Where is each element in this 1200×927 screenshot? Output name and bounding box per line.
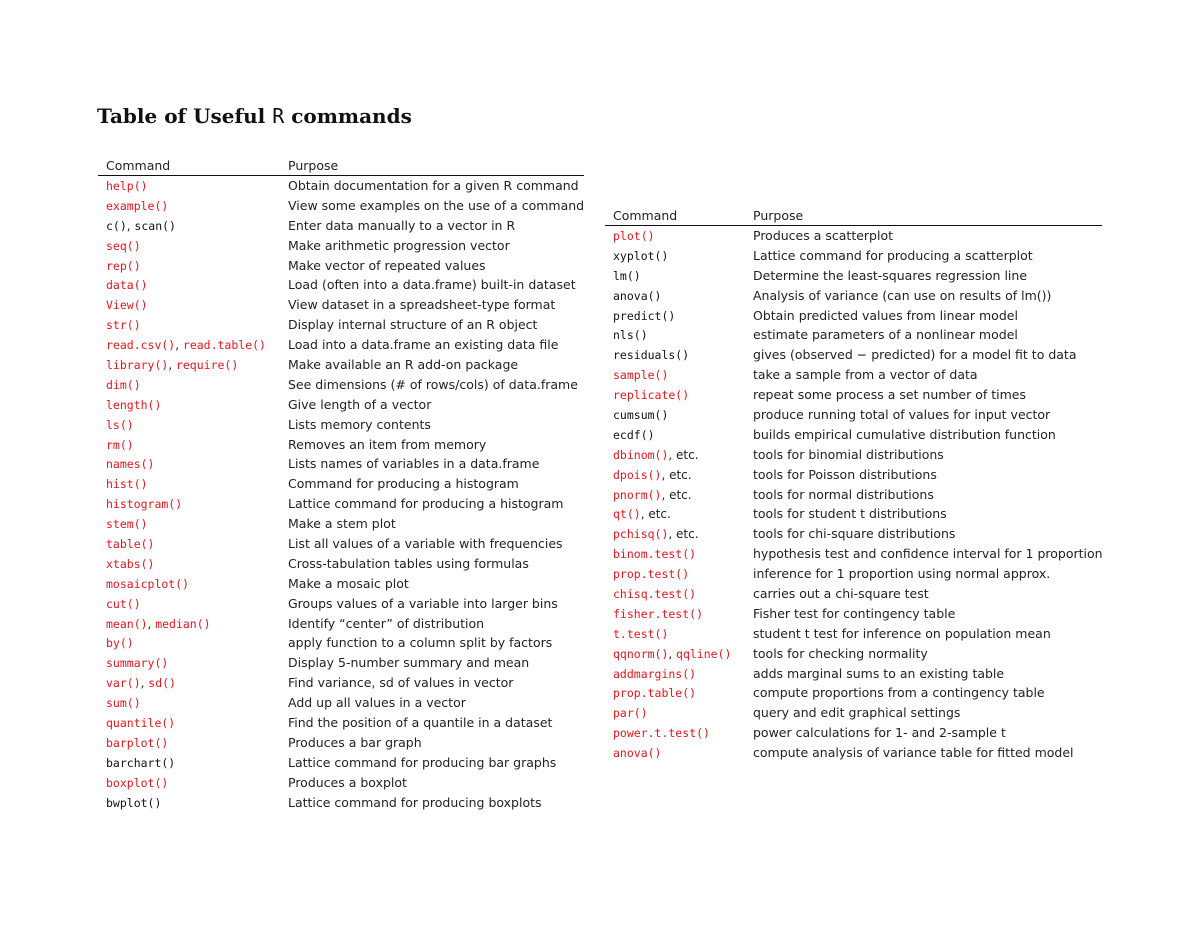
command-cell xyxy=(605,743,753,763)
command-cell xyxy=(98,454,288,474)
command-name: hist() xyxy=(106,477,148,492)
command-name: anova() xyxy=(613,288,662,303)
table-row xyxy=(98,355,584,375)
purpose-cell: hypothesis test and confidence interval for 1 proportion xyxy=(753,546,1103,562)
table-row xyxy=(605,425,1102,445)
table-row xyxy=(98,275,584,295)
command-cell xyxy=(605,683,753,703)
command-cell xyxy=(98,594,288,614)
purpose-cell: Add up all values in a vector xyxy=(288,695,466,711)
purpose-cell: power calculations for 1- and 2-sample t xyxy=(753,725,1006,741)
command-cell xyxy=(605,564,753,584)
command-name: ls() xyxy=(106,417,134,432)
table-row xyxy=(605,445,1102,465)
command-cell xyxy=(605,325,753,345)
table-row xyxy=(98,216,584,236)
purpose-cell: gives (observed − predicted) for a model fit to data xyxy=(753,347,1077,363)
table-row xyxy=(605,524,1102,544)
table-row xyxy=(98,514,584,534)
purpose-cell: Display 5-number summary and mean xyxy=(288,655,530,671)
purpose-cell: Cross-tabulation tables using formulas xyxy=(288,555,529,571)
table-row xyxy=(98,614,584,634)
command-name: par() xyxy=(613,706,648,721)
command-name: var() xyxy=(106,676,141,691)
command-cell xyxy=(98,196,288,216)
command-cell xyxy=(98,554,288,574)
command-cell xyxy=(605,723,753,743)
command-cell xyxy=(605,385,753,405)
command-name: example() xyxy=(106,198,169,213)
table-row xyxy=(605,385,1102,405)
page-title xyxy=(97,104,412,128)
command-cell xyxy=(98,395,288,415)
purpose-cell: Lattice command for producing a scatterplot xyxy=(753,247,1033,263)
header-command: Command xyxy=(106,158,171,173)
command-cell xyxy=(98,693,288,713)
purpose-cell: Load (often into a data.frame) built-in dataset xyxy=(288,277,576,293)
purpose-cell: Lattice command for producing bar graphs xyxy=(288,754,557,770)
command-name: t.test() xyxy=(613,626,669,641)
command-name: residuals() xyxy=(613,348,690,363)
command-cell xyxy=(605,624,753,644)
command-name: pnorm() xyxy=(613,487,662,502)
command-cell xyxy=(605,306,753,326)
table-row xyxy=(605,306,1102,326)
purpose-cell: Determine the least-squares regression line xyxy=(753,267,1028,283)
command-name: by() xyxy=(106,636,134,651)
command-cell xyxy=(605,465,753,485)
table-row xyxy=(98,554,584,574)
purpose-cell: query and edit graphical settings xyxy=(753,705,961,721)
command-name: mosaicplot() xyxy=(106,576,190,591)
command-name: bwplot() xyxy=(106,795,162,810)
command-suffix: , etc. xyxy=(661,487,692,502)
command-name: replicate() xyxy=(613,388,690,403)
command-cell xyxy=(605,703,753,723)
table-row xyxy=(98,713,584,733)
command-name: chisq.test() xyxy=(613,587,697,602)
command-name: length() xyxy=(106,397,162,412)
command-cell xyxy=(98,494,288,514)
command-cell xyxy=(98,614,288,634)
command-cell xyxy=(98,335,288,355)
table-row xyxy=(98,435,584,455)
command-name: prop.test() xyxy=(613,567,690,582)
command-cell xyxy=(98,733,288,753)
purpose-cell: Produces a bar graph xyxy=(288,734,422,750)
purpose-cell: tools for normal distributions xyxy=(753,486,934,502)
command-name: names() xyxy=(106,457,155,472)
purpose-cell: Lists names of variables in a data.frame xyxy=(288,456,540,472)
purpose-cell: Produces a scatterplot xyxy=(753,228,894,243)
command-cell xyxy=(605,345,753,365)
table-row xyxy=(98,693,584,713)
purpose-cell: Lists memory contents xyxy=(288,416,431,432)
table-row xyxy=(98,236,584,256)
command-name: str() xyxy=(106,318,141,333)
table-row xyxy=(98,633,584,653)
command-cell xyxy=(98,673,288,693)
table-row xyxy=(605,584,1102,604)
purpose-cell: tools for checking normality xyxy=(753,645,928,661)
command-name: prop.table() xyxy=(613,686,697,701)
table-row xyxy=(605,723,1102,743)
purpose-cell: View dataset in a spreadsheet-type format xyxy=(288,297,556,313)
purpose-cell: adds marginal sums to an existing table xyxy=(753,665,1005,681)
command-name: View() xyxy=(106,298,148,313)
command-name: xtabs() xyxy=(106,556,155,571)
table-row xyxy=(98,594,584,614)
table-row xyxy=(98,793,584,813)
purpose-cell: compute analysis of variance table for fitted model xyxy=(753,745,1074,761)
table-row xyxy=(98,534,584,554)
command-cell xyxy=(605,226,753,246)
purpose-cell: Find the position of a quantile in a dataset xyxy=(288,715,553,731)
table-row xyxy=(98,454,584,474)
command-name: table() xyxy=(106,537,155,552)
command-name: library() xyxy=(106,358,169,373)
table-row xyxy=(605,345,1102,365)
command-cell xyxy=(605,644,753,664)
command-cell xyxy=(98,435,288,455)
purpose-cell: Make vector of repeated values xyxy=(288,257,486,273)
command-cell xyxy=(605,544,753,564)
purpose-cell: Lattice command for producing a histogram xyxy=(288,496,564,512)
table-row xyxy=(605,325,1102,345)
table-header xyxy=(605,207,1102,226)
command-cell xyxy=(98,793,288,813)
header-purpose: Purpose xyxy=(753,208,804,223)
command-name: rm() xyxy=(106,437,134,452)
command-cell xyxy=(98,474,288,494)
table-row xyxy=(98,315,584,335)
command-cell xyxy=(98,415,288,435)
right-command-table xyxy=(605,207,1102,763)
table-row xyxy=(605,485,1102,505)
command-cell xyxy=(98,534,288,554)
purpose-cell: Give length of a vector xyxy=(288,396,432,412)
table-header xyxy=(98,157,584,176)
command-separator: , xyxy=(168,358,176,373)
purpose-cell: tools for chi-square distributions xyxy=(753,526,956,542)
table-row xyxy=(605,743,1102,763)
table-row xyxy=(98,673,584,693)
table-row xyxy=(98,375,584,395)
purpose-cell: Analysis of variance (can use on results of lm()) xyxy=(753,287,1052,303)
command-name: seq() xyxy=(106,238,141,253)
command-name: read.csv() xyxy=(106,338,176,353)
table-row xyxy=(605,286,1102,306)
command-suffix: , etc. xyxy=(661,467,692,482)
purpose-cell: List all values of a variable with frequencies xyxy=(288,536,563,552)
purpose-cell: Load into a data.frame an existing data file xyxy=(288,337,559,353)
command-name: cumsum() xyxy=(613,408,669,423)
command-suffix: , etc. xyxy=(668,527,699,542)
table-row xyxy=(605,544,1102,564)
command-name: qqline() xyxy=(676,646,732,661)
command-separator: , xyxy=(126,218,135,233)
command-cell xyxy=(605,425,753,445)
purpose-cell: Obtain documentation for a given R command xyxy=(288,178,579,193)
table-row xyxy=(605,504,1102,524)
purpose-cell: Groups values of a variable into larger bins xyxy=(288,595,558,611)
command-name: barchart() xyxy=(106,755,176,770)
command-name: boxplot() xyxy=(106,775,169,790)
title-r: R xyxy=(272,104,285,128)
table-row xyxy=(98,295,584,315)
purpose-cell: Identify “center” of distribution xyxy=(288,615,485,631)
command-suffix: , etc. xyxy=(668,447,699,462)
purpose-cell: builds empirical cumulative distribution function xyxy=(753,426,1056,442)
command-name: help() xyxy=(106,179,148,193)
purpose-cell: Fisher test for contingency table xyxy=(753,605,956,621)
command-cell xyxy=(98,773,288,793)
table-row xyxy=(98,474,584,494)
command-cell xyxy=(98,315,288,335)
table-row xyxy=(98,653,584,673)
command-name: predict() xyxy=(613,308,676,323)
command-name: data() xyxy=(106,278,148,293)
purpose-cell: Make available an R add-on package xyxy=(288,357,519,373)
purpose-cell: Lattice command for producing boxplots xyxy=(288,794,542,810)
command-name: barplot() xyxy=(106,735,169,750)
command-cell xyxy=(605,664,753,684)
command-cell xyxy=(605,524,753,544)
command-name: summary() xyxy=(106,656,169,671)
command-name: xyplot() xyxy=(613,248,669,263)
command-name: sum() xyxy=(106,696,141,711)
command-suffix: , etc. xyxy=(640,507,671,522)
command-cell xyxy=(605,485,753,505)
header-command: Command xyxy=(613,208,678,223)
purpose-cell: student t test for inference on population mean xyxy=(753,625,1051,641)
command-cell xyxy=(605,286,753,306)
purpose-cell: Enter data manually to a vector in R xyxy=(288,217,516,233)
purpose-cell: View some examples on the use of a command xyxy=(288,197,585,213)
command-name: mean() xyxy=(106,616,148,631)
command-cell xyxy=(605,504,753,524)
table-row xyxy=(605,246,1102,266)
table-row xyxy=(98,196,584,216)
purpose-cell: See dimensions (# of rows/cols) of data.frame xyxy=(288,376,578,392)
left-command-table xyxy=(98,157,584,813)
command-name: quantile() xyxy=(106,716,176,731)
table-row xyxy=(98,256,584,276)
purpose-cell: compute proportions from a contingency table xyxy=(753,685,1045,701)
command-cell xyxy=(98,375,288,395)
table-row xyxy=(98,395,584,415)
purpose-cell: take a sample from a vector of data xyxy=(753,367,978,383)
table-row xyxy=(98,773,584,793)
command-name: ecdf() xyxy=(613,427,655,442)
command-cell xyxy=(98,514,288,534)
table-row xyxy=(605,405,1102,425)
command-name: cut() xyxy=(106,596,141,611)
command-name: rep() xyxy=(106,258,141,273)
command-name: require() xyxy=(175,358,239,373)
command-cell xyxy=(605,584,753,604)
table-row xyxy=(98,335,584,355)
command-name: nls() xyxy=(613,328,648,343)
command-name: lm() xyxy=(613,268,641,283)
command-name: histogram() xyxy=(106,497,183,512)
command-name: sd() xyxy=(148,676,176,691)
command-name: dbinom() xyxy=(613,447,669,462)
command-cell xyxy=(605,246,753,266)
command-cell xyxy=(605,604,753,624)
table-row xyxy=(605,644,1102,664)
command-separator: , xyxy=(668,646,677,661)
title-suffix: commands xyxy=(284,104,412,128)
command-cell xyxy=(98,256,288,276)
command-cell xyxy=(98,355,288,375)
command-name: sample() xyxy=(613,368,669,383)
purpose-cell: Make a stem plot xyxy=(288,516,396,532)
table-row xyxy=(605,703,1102,723)
command-name: plot() xyxy=(613,229,655,243)
table-row xyxy=(98,574,584,594)
table-body xyxy=(98,176,584,813)
command-separator: , xyxy=(147,616,156,631)
table-row xyxy=(605,664,1102,684)
table-row xyxy=(605,564,1102,584)
table-row xyxy=(98,176,584,196)
title-prefix: Table of Useful xyxy=(97,104,273,128)
table-row xyxy=(605,683,1102,703)
command-cell xyxy=(98,574,288,594)
command-cell xyxy=(98,236,288,256)
purpose-cell: tools for binomial distributions xyxy=(753,446,944,462)
table-body xyxy=(605,226,1102,763)
command-cell xyxy=(605,365,753,385)
command-cell xyxy=(605,405,753,425)
command-cell xyxy=(98,295,288,315)
command-cell xyxy=(98,275,288,295)
command-name: power.t.test() xyxy=(613,726,710,741)
purpose-cell: Obtain predicted values from linear model xyxy=(753,307,1018,323)
table-row xyxy=(98,494,584,514)
command-name: read.table() xyxy=(182,338,266,353)
purpose-cell: Find variance, sd of values in vector xyxy=(288,675,514,691)
command-cell xyxy=(605,266,753,286)
command-name: qt() xyxy=(613,507,641,522)
command-name: pchisq() xyxy=(613,527,669,542)
command-cell xyxy=(98,633,288,653)
purpose-cell: produce running total of values for input vector xyxy=(753,407,1051,423)
table-row xyxy=(605,465,1102,485)
purpose-cell: Produces a boxplot xyxy=(288,774,407,790)
table-row xyxy=(605,266,1102,286)
table-row xyxy=(605,365,1102,385)
header-purpose: Purpose xyxy=(288,158,339,173)
purpose-cell: Command for producing a histogram xyxy=(288,476,519,492)
command-name: anova() xyxy=(613,746,662,761)
table-row xyxy=(98,753,584,773)
purpose-cell: repeat some process a set number of times xyxy=(753,387,1026,403)
command-name: c() xyxy=(106,218,127,233)
command-name: median() xyxy=(155,616,211,631)
purpose-cell: estimate parameters of a nonlinear model xyxy=(753,327,1018,343)
command-name: dim() xyxy=(106,377,141,392)
purpose-cell: Removes an item from memory xyxy=(288,436,487,452)
purpose-cell: tools for student t distributions xyxy=(753,506,947,522)
purpose-cell: Display internal structure of an R object xyxy=(288,317,538,333)
table-row xyxy=(605,226,1102,246)
command-name: qqnorm() xyxy=(613,646,669,661)
command-name: fisher.test() xyxy=(613,606,704,621)
command-name: dpois() xyxy=(613,467,662,482)
command-cell xyxy=(98,216,288,236)
command-cell xyxy=(98,176,288,196)
command-name: addmargins() xyxy=(613,666,697,681)
command-name: binom.test() xyxy=(613,547,697,562)
command-cell xyxy=(605,445,753,465)
purpose-cell: apply function to a column split by factors xyxy=(288,635,553,651)
purpose-cell: inference for 1 proportion using normal approx. xyxy=(753,566,1051,582)
command-name: scan() xyxy=(134,218,176,233)
command-separator: , xyxy=(175,338,183,353)
command-cell xyxy=(98,653,288,673)
table-row xyxy=(98,733,584,753)
command-cell xyxy=(98,713,288,733)
purpose-cell: Make arithmetic progression vector xyxy=(288,237,510,253)
command-cell xyxy=(98,753,288,773)
command-name: stem() xyxy=(106,517,148,532)
purpose-cell: carries out a chi-square test xyxy=(753,586,929,602)
command-separator: , xyxy=(140,676,149,691)
table-row xyxy=(605,624,1102,644)
table-row xyxy=(605,604,1102,624)
purpose-cell: tools for Poisson distributions xyxy=(753,466,937,482)
table-row xyxy=(98,415,584,435)
purpose-cell: Make a mosaic plot xyxy=(288,575,409,591)
